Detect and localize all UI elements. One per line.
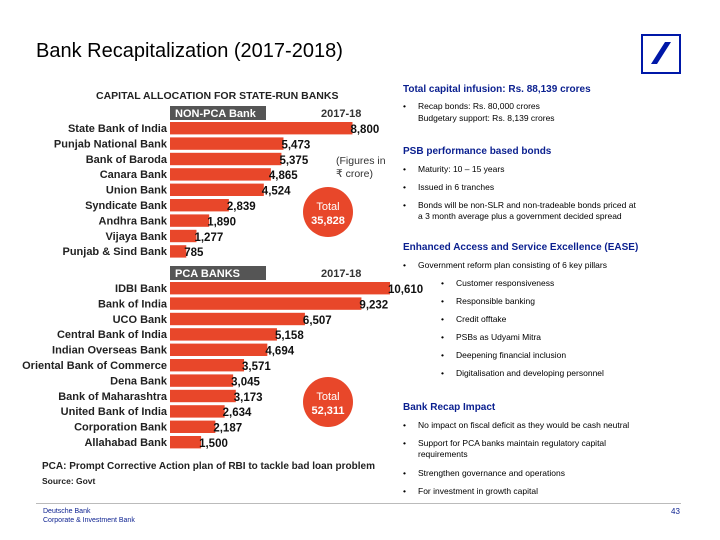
ease-pillar-text: Digitalisation and developing personnel	[456, 368, 604, 378]
bar-category-label: Punjab National Bank	[53, 138, 167, 151]
bar	[170, 230, 196, 242]
group-header-label: PCA BANKS	[175, 268, 240, 280]
psb-bullet-text: a 3 month average plus a government decided spread	[418, 211, 622, 221]
slide-title: Bank Recapitalization (2017-2018)	[36, 40, 343, 62]
psb-bullet-text: Issued in 6 tranches	[418, 182, 495, 192]
bar-value-label: 9,232	[359, 299, 389, 312]
bar	[170, 297, 361, 309]
impact-title: Bank Recap Impact	[403, 402, 496, 413]
bar-category-label: Corporation Bank	[74, 421, 167, 434]
bar	[170, 122, 352, 134]
bar-value-label: 2,187	[213, 422, 243, 435]
impact-bullet-text: requirements	[418, 449, 468, 459]
psb-title: PSB performance based bonds	[403, 146, 552, 157]
bar-value-label: 2,839	[226, 201, 256, 213]
total-label: Total	[316, 391, 340, 403]
bar-category-label: Andhra Bank	[98, 215, 167, 228]
group-year-label: 2017-18	[321, 108, 362, 120]
bar-value-label: 4,865	[268, 170, 298, 183]
bar-category-label: Union Bank	[105, 184, 167, 197]
bar-category-label: IDBI Bank	[115, 283, 167, 295]
bar-value-label: 3,173	[233, 391, 263, 404]
bar-value-label: 785	[184, 247, 204, 260]
bullet-dot: •	[441, 314, 444, 324]
footer-division: Corporate & Investment Bank	[43, 516, 135, 524]
bar-category-label: Syndicate Bank	[85, 200, 167, 212]
bullet-dot: •	[441, 278, 444, 288]
bar	[170, 184, 264, 196]
units-note-line-1: (Figures in	[336, 155, 386, 167]
impact-bullet-text: Strengthen governance and operations	[418, 468, 565, 478]
bar	[170, 436, 201, 448]
chart-svg	[22, 82, 424, 500]
bar-category-label: Bank of Baroda	[85, 153, 167, 166]
infusion-line-1: Recap bonds: Rs. 80,000 crores	[418, 101, 540, 111]
bar-category-label: Bank of India	[97, 298, 167, 311]
impact-bullet-text: For investment in growth capital	[418, 486, 538, 496]
page-number: 43	[671, 507, 680, 516]
bar-value-label: 2,634	[222, 407, 252, 420]
bullet-dot: •	[403, 420, 406, 430]
bullet-dot: •	[403, 468, 406, 478]
bullet-dot: •	[441, 332, 444, 342]
impact-bullet-text: No impact on fiscal deficit as they would be cash neutral	[418, 420, 630, 430]
bullet-dot: •	[403, 260, 406, 270]
ease-pillar-text: Responsible banking	[456, 296, 535, 306]
bar	[170, 390, 236, 402]
bar-category-label: State Bank of India	[67, 123, 167, 135]
bar-value-label: 5,473	[281, 139, 311, 152]
total-value: 52,311	[311, 405, 345, 417]
bar-category-label: Dena Bank	[110, 375, 167, 388]
psb-bullet-text: Bonds will be non-SLR and non-tradeable bonds priced at	[418, 200, 636, 210]
bar-value-label: 5,158	[274, 330, 304, 343]
ease-bullet-text: Government reform plan consisting of 6 key pillars	[418, 260, 607, 270]
bar	[170, 214, 209, 226]
bullet-dot: •	[403, 101, 406, 111]
bar-value-label: 3,571	[242, 361, 271, 373]
bar-category-label: Bank of Maharashtra	[58, 390, 167, 403]
ease-pillar-text: PSBs as Udyami Mitra	[456, 332, 542, 342]
bar-value-label: 3,045	[231, 376, 260, 389]
capital-allocation-chart	[22, 82, 424, 500]
infusion-title: Total capital infusion: Rs. 88,139 crores	[403, 84, 591, 95]
ease-pillar-text: Deepening financial inclusion	[456, 350, 567, 360]
bar-value-label: 5,375	[279, 154, 309, 167]
units-note-line-2: ₹ crore)	[336, 168, 374, 180]
total-value: 35,828	[311, 215, 345, 227]
group-year-label: 2017-18	[321, 268, 362, 280]
bar-value-label: 4,694	[265, 345, 295, 358]
bar	[170, 168, 271, 180]
bar-category-label: Allahabad Bank	[84, 437, 167, 449]
bar-value-label: 8,800	[350, 124, 380, 136]
bar-category-label: Vijaya Bank	[105, 230, 167, 243]
chart-footnote: PCA: Prompt Corrective Action plan of RBI to tackle bad loan problem	[42, 461, 376, 472]
bar-category-label: Oriental Bank of Commerce	[22, 360, 167, 372]
bar-category-label: UCO Bank	[112, 313, 167, 326]
bar-category-label: Canara Bank	[99, 169, 167, 182]
ease-title: Enhanced Access and Service Excellence (EASE)	[403, 242, 639, 253]
bar-category-label: United Bank of India	[60, 406, 167, 419]
bar-value-label: 4,524	[261, 185, 291, 198]
chart-source: Source: Govt	[42, 476, 96, 486]
logo-slash-icon	[643, 36, 679, 72]
deutsche-bank-logo	[641, 34, 681, 74]
chart-title: CAPITAL ALLOCATION FOR STATE-RUN BANKS	[96, 90, 339, 102]
bar-category-label: Punjab & Sind Bank	[62, 246, 167, 259]
bullet-dot: •	[403, 438, 406, 448]
bar	[170, 374, 233, 386]
psb-bullet-text: Maturity: 10 – 15 years	[418, 164, 505, 174]
bullet-dot: •	[403, 182, 406, 192]
bullet-dot: •	[403, 200, 406, 210]
footer-divider	[36, 503, 681, 504]
bar-value-label: 10,610	[388, 284, 424, 296]
bar-value-label: 1,890	[207, 216, 236, 229]
bar-group-1	[22, 266, 423, 450]
total-label: Total	[316, 201, 340, 213]
group-header-label: NON-PCA Bank	[175, 108, 256, 120]
bullet-dot: •	[403, 164, 406, 174]
bar	[170, 328, 277, 340]
bar-category-label: Indian Overseas Bank	[52, 344, 167, 357]
ease-pillar-text: Credit offtake	[456, 314, 507, 324]
bullet-dot: •	[441, 296, 444, 306]
bar	[170, 344, 267, 356]
bar	[170, 421, 215, 433]
bullet-dot: •	[441, 350, 444, 360]
bar-value-label: 6,507	[302, 314, 332, 327]
bar	[170, 199, 229, 211]
footer	[43, 508, 135, 525]
bullet-dot: •	[441, 368, 444, 378]
bar	[170, 359, 244, 371]
bar	[170, 137, 283, 149]
bar	[170, 405, 225, 417]
bar-group-0	[54, 106, 379, 259]
bar-category-label: Central Bank of India	[56, 329, 167, 342]
ease-pillar-text: Customer responsiveness	[456, 278, 555, 288]
bar	[170, 282, 390, 294]
bar	[170, 153, 281, 165]
bullet-dot: •	[403, 486, 406, 496]
impact-bullet-text: Support for PCA banks maintain regulatory capital	[418, 438, 607, 448]
bar-value-label: 1,277	[194, 231, 224, 244]
infusion-line-2: Budgetary support: Rs. 8,139 crores	[418, 113, 555, 123]
bar-value-label: 1,500	[199, 438, 228, 450]
footer-company: Deutsche Bank	[43, 508, 91, 515]
bar	[170, 313, 305, 325]
